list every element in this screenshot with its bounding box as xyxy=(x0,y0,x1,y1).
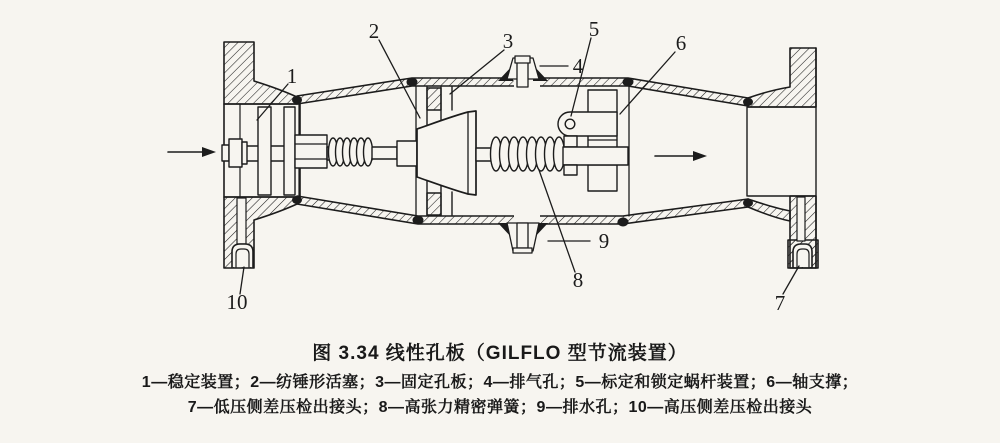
left-spring xyxy=(329,138,373,166)
callout-7: 7 xyxy=(774,291,786,315)
shaft-support xyxy=(588,90,617,191)
worm-shaft xyxy=(563,147,628,165)
callout-3: 3 xyxy=(502,29,514,53)
callout-1: 1 xyxy=(286,64,298,88)
figure-legend-line-2: 7—低压侧差压检出接头；8—高张力精密弹簧；9—排水孔；10—高压侧差压检出接头 xyxy=(187,399,813,416)
callout-9: 9 xyxy=(598,229,610,253)
hex-nut xyxy=(295,135,327,168)
callout-8: 8 xyxy=(572,268,584,292)
figure-legend-line-1: 1—稳定装置；2—纺锤形活塞；3—固定孔板；4—排气孔；5—标定和锁定蜗杆装置；6—轴支撑； xyxy=(141,374,859,391)
precision-spring-assembly xyxy=(476,137,565,171)
high-tension-spring xyxy=(491,137,565,171)
callout-6: 6 xyxy=(675,31,687,55)
callout-2: 2 xyxy=(368,19,380,43)
right-flange xyxy=(747,48,818,268)
flow-arrow-outlet xyxy=(655,151,707,161)
callout-5: 5 xyxy=(588,17,600,41)
stabilizing-device xyxy=(222,107,417,195)
hp-tap-fitting xyxy=(232,244,253,267)
lp-tap-channel xyxy=(797,197,805,241)
bolt-tip xyxy=(222,145,229,161)
spindle-piston xyxy=(417,111,476,195)
figure-caption: 图 3.34 线性孔板（GILFLO 型节流装置） xyxy=(312,343,688,364)
callout-10: 10 xyxy=(226,290,248,314)
flow-arrow-inlet xyxy=(168,147,216,157)
callout-4: 4 xyxy=(572,54,584,78)
hp-tap-channel xyxy=(237,198,246,244)
bolt-head xyxy=(229,139,242,167)
